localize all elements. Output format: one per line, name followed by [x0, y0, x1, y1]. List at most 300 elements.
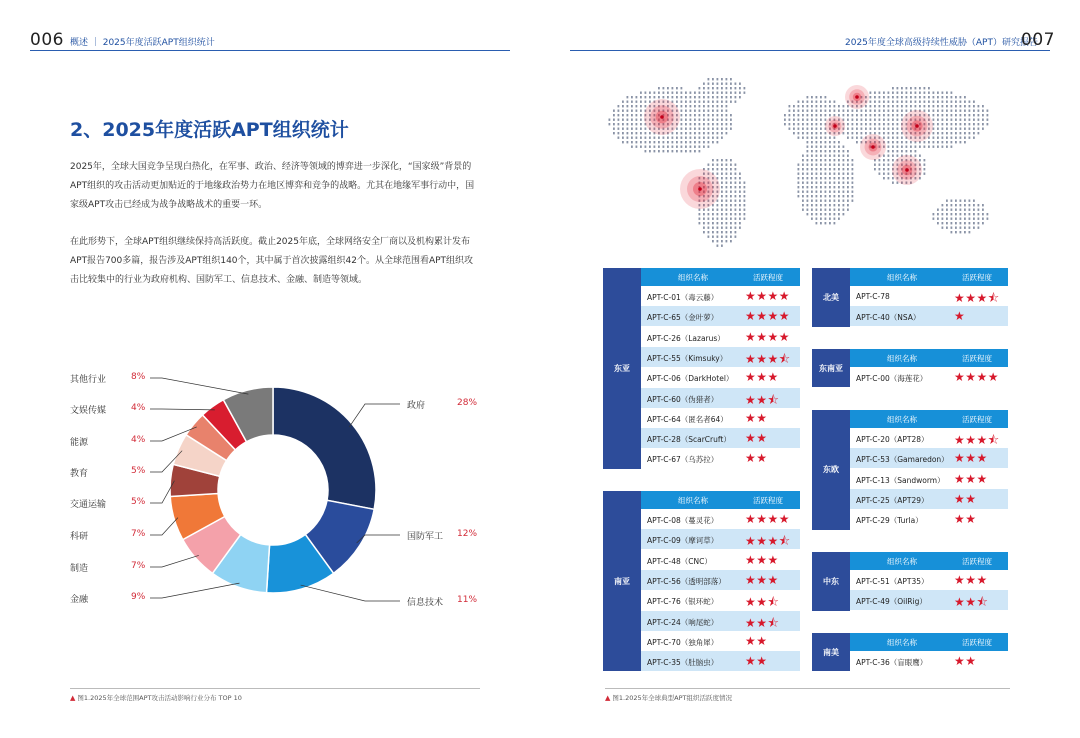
map-dot	[744, 195, 746, 197]
category-label: 政府	[407, 401, 426, 411]
map-dot	[816, 101, 818, 103]
map-dot	[798, 137, 800, 139]
map-dot	[717, 227, 719, 229]
map-dot	[888, 159, 890, 161]
map-dot	[816, 186, 818, 188]
map-dot	[618, 123, 620, 125]
map-dot	[888, 141, 890, 143]
caption-rule-left	[70, 688, 480, 689]
category-label: 能源	[70, 438, 89, 448]
map-dot	[897, 105, 899, 107]
map-dot	[645, 105, 647, 107]
activity-stars: ★★★★	[745, 289, 791, 303]
map-dot	[856, 123, 858, 125]
map-dot	[816, 119, 818, 121]
map-dot	[978, 227, 980, 229]
map-dot	[843, 110, 845, 112]
map-dot	[982, 123, 984, 125]
map-dot	[663, 96, 665, 98]
map-dot	[892, 96, 894, 98]
map-dot	[667, 96, 669, 98]
map-dot	[978, 128, 980, 130]
map-dot	[699, 141, 701, 143]
map-dot	[721, 159, 723, 161]
map-dot	[640, 128, 642, 130]
table-header	[850, 268, 1008, 286]
map-dot	[712, 92, 714, 94]
value-label: 12%	[457, 529, 478, 539]
map-dot	[838, 114, 840, 116]
map-dot	[811, 110, 813, 112]
map-dot	[901, 110, 903, 112]
header-rule-right	[570, 50, 1050, 51]
map-dot	[712, 132, 714, 134]
map-dot	[793, 114, 795, 116]
map-dot	[726, 123, 728, 125]
activity-stars: ★★	[745, 633, 768, 648]
map-dot	[730, 101, 732, 103]
map-dot	[784, 119, 786, 121]
map-dot	[726, 83, 728, 85]
map-dot	[681, 132, 683, 134]
map-dot	[798, 186, 800, 188]
map-dot	[676, 92, 678, 94]
map-dot	[735, 204, 737, 206]
map-dot	[888, 132, 890, 134]
map-dot	[717, 240, 719, 242]
map-dot	[829, 105, 831, 107]
org-name: APT-C-08（蔓灵花）	[647, 516, 719, 525]
map-dot	[726, 177, 728, 179]
region-table	[812, 410, 1008, 530]
map-dot	[685, 96, 687, 98]
map-dot	[982, 204, 984, 206]
map-dot	[897, 92, 899, 94]
map-dot	[721, 137, 723, 139]
map-dot	[717, 164, 719, 166]
map-dot	[969, 123, 971, 125]
map-dot	[811, 96, 813, 98]
map-dot	[627, 101, 629, 103]
map-dot	[739, 209, 741, 211]
org-name: APT-C-70（独角犀）	[647, 637, 719, 647]
map-dot	[820, 146, 822, 148]
category-label: 金融	[70, 595, 89, 605]
map-dot	[892, 146, 894, 148]
category-label: 制造	[70, 564, 89, 574]
map-dot	[735, 186, 737, 188]
map-dot	[730, 231, 732, 233]
table-row	[850, 509, 1008, 529]
map-dot	[640, 119, 642, 121]
map-dot	[717, 96, 719, 98]
map-dot	[703, 92, 705, 94]
map-dot	[937, 141, 939, 143]
map-dot	[631, 141, 633, 143]
map-dot	[627, 128, 629, 130]
map-dot	[924, 141, 926, 143]
map-dot	[870, 123, 872, 125]
map-dot	[856, 110, 858, 112]
region-table	[603, 268, 800, 469]
map-dot	[631, 96, 633, 98]
map-dot	[946, 137, 948, 139]
map-dot	[829, 195, 831, 197]
map-dot	[847, 114, 849, 116]
map-dot	[825, 191, 827, 193]
map-dot	[825, 96, 827, 98]
map-dot	[802, 173, 804, 175]
map-dot	[712, 83, 714, 85]
map-dot	[937, 96, 939, 98]
map-dot	[838, 182, 840, 184]
map-dot	[825, 209, 827, 211]
map-dot	[816, 110, 818, 112]
map-dot	[820, 105, 822, 107]
map-dot	[910, 105, 912, 107]
map-dot	[928, 141, 930, 143]
map-dot	[915, 105, 917, 107]
map-dot	[676, 141, 678, 143]
map-dot	[969, 101, 971, 103]
map-dot	[726, 213, 728, 215]
category-label: 科研	[70, 532, 89, 542]
map-dot	[937, 132, 939, 134]
map-dot	[699, 119, 701, 121]
map-dot	[685, 92, 687, 94]
map-dot	[811, 128, 813, 130]
map-dot	[951, 114, 953, 116]
map-dot	[672, 150, 674, 152]
table-row	[850, 570, 1008, 590]
map-dot	[811, 177, 813, 179]
map-dot	[937, 137, 939, 139]
map-dot	[955, 137, 957, 139]
category-label: 交通运输	[70, 500, 107, 510]
map-dot	[811, 209, 813, 211]
activity-stars: ★★⯪	[745, 595, 780, 610]
map-dot	[834, 146, 836, 148]
map-dot	[919, 159, 921, 161]
map-dot	[726, 128, 728, 130]
map-dot	[897, 110, 899, 112]
map-dot	[825, 146, 827, 148]
map-dot	[834, 150, 836, 152]
map-dot	[717, 128, 719, 130]
map-dot	[870, 114, 872, 116]
map-dot	[744, 200, 746, 202]
map-dot	[960, 96, 962, 98]
map-dot	[807, 200, 809, 202]
map-dot	[942, 222, 944, 224]
map-dot	[708, 101, 710, 103]
map-dot	[964, 141, 966, 143]
map-dot	[843, 204, 845, 206]
hotspot-center	[833, 124, 837, 128]
map-dot	[847, 200, 849, 202]
industry-donut-chart	[0, 350, 540, 620]
map-dot	[672, 87, 674, 89]
map-dot	[708, 236, 710, 238]
map-dot	[879, 132, 881, 134]
map-dot	[852, 186, 854, 188]
map-dot	[667, 146, 669, 148]
table-row	[641, 347, 800, 367]
map-dot	[730, 240, 732, 242]
map-dot	[852, 168, 854, 170]
map-dot	[964, 128, 966, 130]
map-dot	[883, 119, 885, 121]
map-dot	[951, 200, 953, 202]
map-dot	[825, 141, 827, 143]
map-dot	[942, 123, 944, 125]
map-dot	[712, 128, 714, 130]
map-dot	[870, 119, 872, 121]
map-dot	[685, 114, 687, 116]
map-dot	[820, 137, 822, 139]
map-dot	[987, 218, 989, 220]
hotspot-center	[855, 95, 859, 99]
map-dot	[645, 132, 647, 134]
map-dot	[784, 114, 786, 116]
map-dot	[924, 146, 926, 148]
map-dot	[852, 123, 854, 125]
map-dot	[924, 96, 926, 98]
map-dot	[703, 137, 705, 139]
map-dot	[730, 177, 732, 179]
map-dot	[649, 92, 651, 94]
map-dot	[735, 101, 737, 103]
map-dot	[933, 141, 935, 143]
map-dot	[721, 236, 723, 238]
map-dot	[820, 159, 822, 161]
map-dot	[879, 123, 881, 125]
map-dot	[834, 159, 836, 161]
map-dot	[847, 204, 849, 206]
map-dot	[816, 213, 818, 215]
map-dot	[955, 105, 957, 107]
map-dot	[852, 132, 854, 134]
region-name: 东亚	[603, 268, 641, 469]
map-dot	[726, 92, 728, 94]
map-dot	[685, 123, 687, 125]
map-dot	[897, 150, 899, 152]
map-dot	[825, 173, 827, 175]
map-dot	[897, 96, 899, 98]
map-dot	[933, 218, 935, 220]
map-dot	[942, 132, 944, 134]
map-dot	[852, 119, 854, 121]
map-dot	[964, 123, 966, 125]
map-dot	[838, 168, 840, 170]
map-dot	[816, 114, 818, 116]
map-dot	[946, 105, 948, 107]
map-dot	[793, 119, 795, 121]
map-dot	[739, 182, 741, 184]
region-name: 东欧	[812, 410, 850, 530]
map-dot	[730, 87, 732, 89]
map-dot	[717, 236, 719, 238]
org-name: APT-C-40（NSA）	[856, 313, 921, 323]
map-dot	[744, 209, 746, 211]
map-dot	[820, 222, 822, 224]
map-dot	[973, 114, 975, 116]
map-dot	[802, 209, 804, 211]
org-name: APT-C-56（透明部落）	[647, 576, 726, 586]
map-dot	[982, 213, 984, 215]
map-dot	[712, 236, 714, 238]
map-dot	[672, 92, 674, 94]
map-dot	[807, 105, 809, 107]
map-dot	[721, 119, 723, 121]
map-dot	[699, 146, 701, 148]
map-dot	[618, 128, 620, 130]
map-dot	[910, 150, 912, 152]
table-header	[850, 410, 1008, 428]
map-dot	[861, 137, 863, 139]
map-dot	[676, 101, 678, 103]
map-dot	[694, 110, 696, 112]
map-dot	[883, 159, 885, 161]
map-dot	[847, 191, 849, 193]
map-dot	[955, 222, 957, 224]
map-dot	[951, 209, 953, 211]
map-dot	[811, 182, 813, 184]
map-dot	[672, 146, 674, 148]
map-dot	[883, 177, 885, 179]
map-dot	[856, 119, 858, 121]
map-dot	[703, 227, 705, 229]
map-dot	[636, 114, 638, 116]
map-dot	[937, 209, 939, 211]
map-dot	[717, 209, 719, 211]
map-dot	[928, 101, 930, 103]
map-dot	[987, 213, 989, 215]
map-dot	[969, 114, 971, 116]
map-dot	[820, 110, 822, 112]
map-dot	[726, 236, 728, 238]
map-dot	[703, 123, 705, 125]
map-dot	[825, 137, 827, 139]
map-dot	[942, 141, 944, 143]
map-dot	[937, 123, 939, 125]
map-dot	[807, 186, 809, 188]
map-dot	[636, 110, 638, 112]
map-dot	[735, 191, 737, 193]
value-label: 8%	[131, 372, 146, 382]
map-dot	[618, 132, 620, 134]
map-dot	[712, 209, 714, 211]
map-dot	[964, 132, 966, 134]
map-dot	[726, 96, 728, 98]
map-dot	[721, 173, 723, 175]
map-dot	[703, 209, 705, 211]
table-header	[850, 633, 1008, 651]
leader-line	[349, 404, 400, 427]
map-dot	[951, 110, 953, 112]
region-table	[812, 633, 1008, 671]
map-dot	[613, 110, 615, 112]
header-activity-level: 活跃程度	[753, 496, 783, 505]
map-dot	[856, 128, 858, 130]
caption-right-text: 图1.2025年全球典型APT组织活跃度情况	[612, 694, 732, 702]
map-dot	[744, 182, 746, 184]
map-dot	[703, 101, 705, 103]
map-dot	[807, 150, 809, 152]
map-dot	[811, 186, 813, 188]
table-row	[641, 327, 800, 347]
map-dot	[924, 168, 926, 170]
map-dot	[951, 137, 953, 139]
map-dot	[816, 200, 818, 202]
map-dot	[798, 177, 800, 179]
map-dot	[627, 114, 629, 116]
header-org-name: 组织名称	[887, 638, 917, 647]
map-dot	[690, 96, 692, 98]
map-dot	[982, 218, 984, 220]
map-dot	[667, 141, 669, 143]
map-dot	[676, 87, 678, 89]
map-dot	[811, 132, 813, 134]
table-row	[850, 428, 1008, 448]
map-dot	[699, 101, 701, 103]
map-dot	[883, 110, 885, 112]
map-dot	[811, 119, 813, 121]
caption-left	[70, 693, 242, 702]
map-dot	[942, 92, 944, 94]
activity-stars: ★★★★	[745, 329, 791, 344]
map-dot	[816, 96, 818, 98]
map-dot	[807, 146, 809, 148]
map-dot	[793, 105, 795, 107]
map-dot	[663, 150, 665, 152]
map-dot	[973, 204, 975, 206]
map-dot	[834, 218, 836, 220]
map-dot	[825, 186, 827, 188]
map-dot	[622, 101, 624, 103]
activity-stars: ★★	[954, 491, 977, 506]
map-dot	[843, 159, 845, 161]
activity-stars: ★★	[954, 654, 977, 668]
map-dot	[933, 110, 935, 112]
value-label: 4%	[131, 435, 146, 445]
map-dot	[802, 123, 804, 125]
map-dot	[717, 213, 719, 215]
region-name: 中东	[812, 552, 850, 611]
map-dot	[681, 128, 683, 130]
map-dot	[708, 209, 710, 211]
map-dot	[942, 110, 944, 112]
map-dot	[622, 137, 624, 139]
table-row	[641, 408, 800, 428]
category-label: 其他行业	[70, 375, 107, 385]
map-dot	[969, 110, 971, 112]
hotspot-center	[915, 124, 919, 128]
map-dot	[811, 137, 813, 139]
map-dot	[825, 132, 827, 134]
map-dot	[865, 110, 867, 112]
map-dot	[825, 164, 827, 166]
region-table	[603, 491, 800, 671]
map-dot	[955, 123, 957, 125]
map-dot	[717, 218, 719, 220]
map-dot	[847, 195, 849, 197]
map-dot	[852, 110, 854, 112]
map-dot	[888, 150, 890, 152]
map-dot	[937, 218, 939, 220]
map-dot	[951, 146, 953, 148]
map-dot	[838, 173, 840, 175]
